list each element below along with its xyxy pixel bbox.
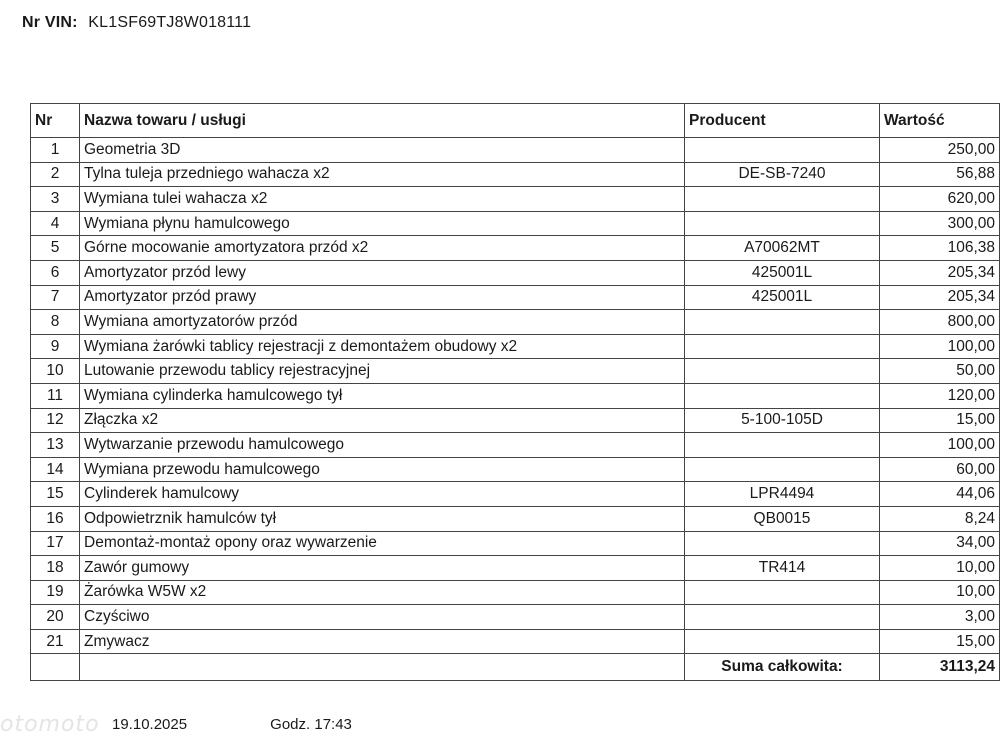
row-name: Złączka x2: [80, 408, 685, 433]
row-value: 50,00: [880, 359, 1000, 384]
table-row: [31, 260, 1000, 285]
row-nr: 11: [31, 383, 80, 408]
row-value: 250,00: [880, 138, 1000, 163]
row-nr: 3: [31, 187, 80, 212]
row-value: 60,00: [880, 457, 1000, 482]
row-name: Zmywacz: [80, 629, 685, 654]
row-producer: [685, 211, 880, 236]
row-nr: 19: [31, 580, 80, 605]
row-nr: 12: [31, 408, 80, 433]
row-nr: 17: [31, 531, 80, 556]
row-value: 15,00: [880, 408, 1000, 433]
row-value: 120,00: [880, 383, 1000, 408]
row-producer: [685, 138, 880, 163]
vin-line: [22, 14, 251, 32]
row-producer: DE-SB-7240: [685, 162, 880, 187]
row-producer: [685, 580, 880, 605]
row-name: Wymiana przewodu hamulcowego: [80, 457, 685, 482]
table-row: [31, 138, 1000, 163]
row-producer: 5-100-105D: [685, 408, 880, 433]
row-value: 56,88: [880, 162, 1000, 187]
row-name: Amortyzator przód prawy: [80, 285, 685, 310]
row-producer: [685, 187, 880, 212]
row-nr: 10: [31, 359, 80, 384]
row-name: Wymiana amortyzatorów przód: [80, 310, 685, 335]
row-name: Czyściwo: [80, 605, 685, 630]
row-producer: LPR4494: [685, 482, 880, 507]
table-row: [31, 211, 1000, 236]
vin-label: Nr VIN:: [22, 14, 78, 31]
row-name: Demontaż-montaż opony oraz wywarzenie: [80, 531, 685, 556]
row-name: Zawór gumowy: [80, 556, 685, 581]
header-value: Wartość: [880, 104, 1000, 138]
row-nr: 4: [31, 211, 80, 236]
row-value: 10,00: [880, 580, 1000, 605]
row-name: Amortyzator przód lewy: [80, 260, 685, 285]
total-row: [31, 654, 1000, 681]
table-row: [31, 506, 1000, 531]
row-value: 100,00: [880, 334, 1000, 359]
total-blank-cell: [31, 654, 80, 681]
row-producer: 425001L: [685, 260, 880, 285]
row-producer: QB0015: [685, 506, 880, 531]
row-nr: 21: [31, 629, 80, 654]
table-row: [31, 359, 1000, 384]
row-name: Górne mocowanie amortyzatora przód x2: [80, 236, 685, 261]
table-row: [31, 383, 1000, 408]
table-row: [31, 605, 1000, 630]
header-nr: Nr: [31, 104, 80, 138]
row-nr: 16: [31, 506, 80, 531]
row-value: 106,38: [880, 236, 1000, 261]
table-row: [31, 408, 1000, 433]
row-nr: 1: [31, 138, 80, 163]
row-producer: [685, 310, 880, 335]
table-row: [31, 236, 1000, 261]
table-row: [31, 629, 1000, 654]
row-producer: TR414: [685, 556, 880, 581]
row-value: 3,00: [880, 605, 1000, 630]
row-value: 300,00: [880, 211, 1000, 236]
total-label: Suma całkowita:: [685, 654, 880, 681]
row-value: 800,00: [880, 310, 1000, 335]
watermark-logo: otomoto: [0, 712, 100, 737]
table-row: [31, 482, 1000, 507]
row-nr: 7: [31, 285, 80, 310]
row-producer: [685, 359, 880, 384]
row-name: Wytwarzanie przewodu hamulcowego: [80, 433, 685, 458]
row-nr: 15: [31, 482, 80, 507]
row-nr: 8: [31, 310, 80, 335]
row-value: 205,34: [880, 285, 1000, 310]
row-name: Wymiana żarówki tablicy rejestracji z demontażem obudowy x2: [80, 334, 685, 359]
row-name: Geometria 3D: [80, 138, 685, 163]
table-row: [31, 556, 1000, 581]
row-nr: 6: [31, 260, 80, 285]
row-name: Żarówka W5W x2: [80, 580, 685, 605]
row-nr: 9: [31, 334, 80, 359]
row-nr: 14: [31, 457, 80, 482]
total-blank-cell: [80, 654, 685, 681]
table-row: [31, 334, 1000, 359]
table-body: [31, 138, 1000, 654]
table-row: [31, 433, 1000, 458]
row-nr: 13: [31, 433, 80, 458]
row-producer: [685, 334, 880, 359]
row-nr: 20: [31, 605, 80, 630]
row-value: 205,34: [880, 260, 1000, 285]
table-row: [31, 457, 1000, 482]
invoice-table: [30, 103, 1000, 681]
row-producer: [685, 457, 880, 482]
row-producer: [685, 531, 880, 556]
row-producer: A70062MT: [685, 236, 880, 261]
header-name: Nazwa towaru / usługi: [80, 104, 685, 138]
table-row: [31, 162, 1000, 187]
row-name: Wymiana tulei wahacza x2: [80, 187, 685, 212]
row-producer: [685, 433, 880, 458]
footer-date: 19.10.2025: [112, 716, 188, 733]
row-value: 10,00: [880, 556, 1000, 581]
row-name: Lutowanie przewodu tablicy rejestracyjnej: [80, 359, 685, 384]
table-row: [31, 310, 1000, 335]
footer: [112, 716, 352, 733]
table-header-row: [31, 104, 1000, 138]
row-name: Cylinderek hamulcowy: [80, 482, 685, 507]
row-name: Wymiana cylinderka hamulcowego tył: [80, 383, 685, 408]
row-value: 100,00: [880, 433, 1000, 458]
row-value: 44,06: [880, 482, 1000, 507]
header-producer: Producent: [685, 104, 880, 138]
row-name: Tylna tuleja przedniego wahacza x2: [80, 162, 685, 187]
row-value: 8,24: [880, 506, 1000, 531]
row-nr: 18: [31, 556, 80, 581]
row-value: 620,00: [880, 187, 1000, 212]
row-nr: 2: [31, 162, 80, 187]
table-row: [31, 531, 1000, 556]
row-producer: 425001L: [685, 285, 880, 310]
row-producer: [685, 383, 880, 408]
total-value: 3113,24: [880, 654, 1000, 681]
footer-time: Godz. 17:43: [270, 716, 352, 733]
table-row: [31, 580, 1000, 605]
vin-value: KL1SF69TJ8W018111: [88, 14, 252, 31]
row-value: 34,00: [880, 531, 1000, 556]
row-value: 15,00: [880, 629, 1000, 654]
row-nr: 5: [31, 236, 80, 261]
row-producer: [685, 605, 880, 630]
row-name: Odpowietrznik hamulców tył: [80, 506, 685, 531]
row-producer: [685, 629, 880, 654]
row-name: Wymiana płynu hamulcowego: [80, 211, 685, 236]
table-row: [31, 285, 1000, 310]
table-row: [31, 187, 1000, 212]
